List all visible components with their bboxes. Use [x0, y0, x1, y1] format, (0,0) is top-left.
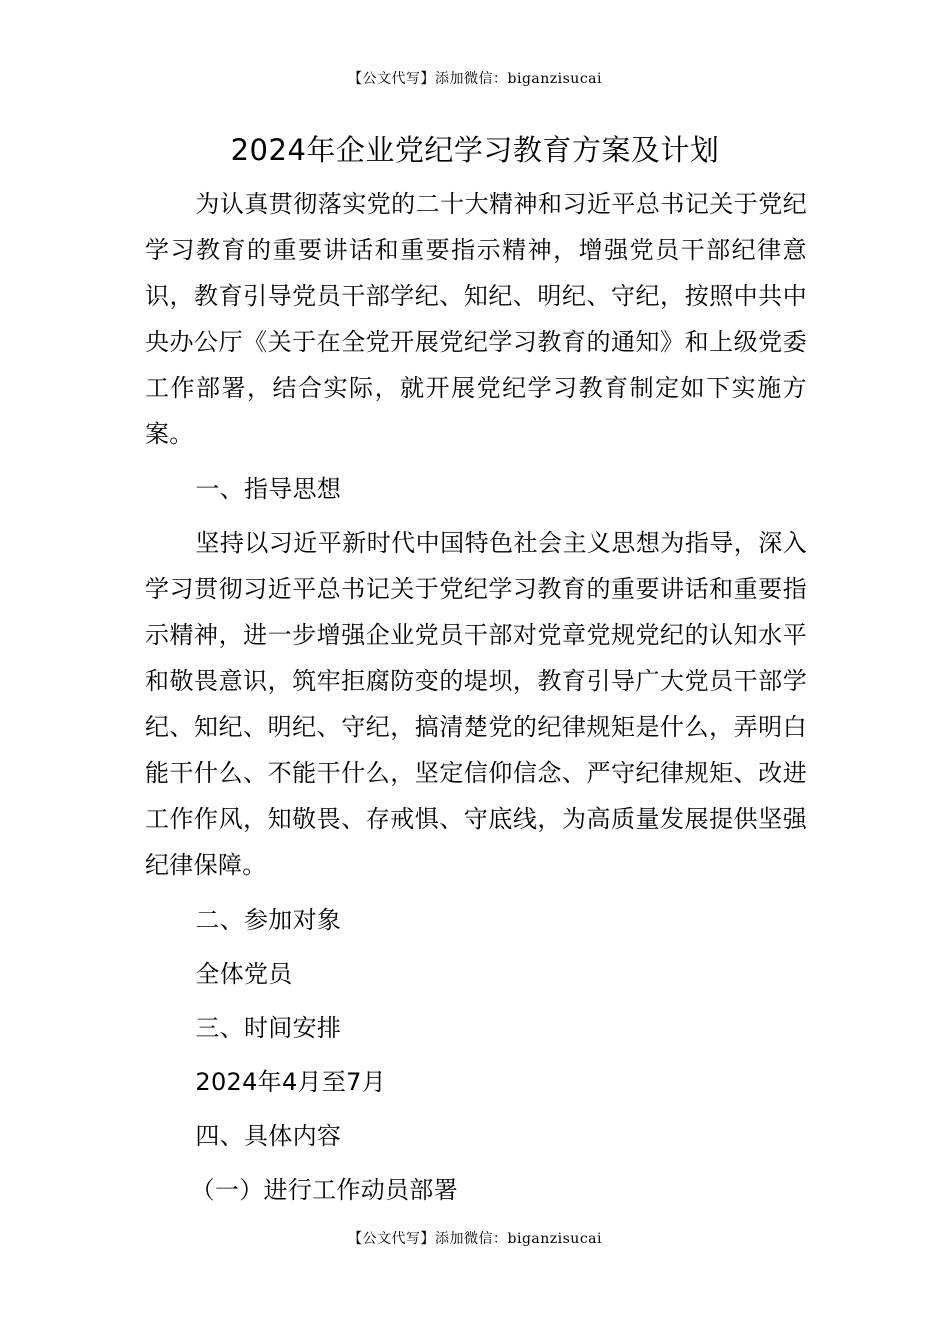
section-heading-guiding-thought: 一、指导思想	[195, 475, 342, 503]
schedule-paragraph: 2024年4月至7月	[195, 1068, 387, 1096]
section-heading-content: 四、具体内容	[195, 1122, 342, 1150]
intro-paragraph: 为认真贯彻落实党的二十大精神和习近平总书记关于党纪学习教育的重要讲话和重要指示精神，增强党员干部纪律意识，教育引导党员干部学纪、知纪、明纪、守纪，按照中共中央办公厅《关于在全党开展党纪学习教育的通知》和上级党委工作部署，结合实际，就开展党纪学习教育制定如下实施方案。	[145, 190, 807, 448]
section-heading-schedule: 三、时间安排	[195, 1014, 342, 1042]
guiding-thought-paragraph: 坚持以习近平新时代中国特色社会主义思想为指导，深入学习贯彻习近平总书记关于党纪学习教育的重要讲话和重要指示精神，进一步增强企业党员干部对党章党规党纪的认知水平和敬畏意识，筑牢拒腐防变的堤坝，教育引导广大党员干部学纪、知纪、明纪、守纪，搞清楚党的纪律规矩是什么，弄明白能干什么、不能干什么，坚定信仰信念、严守纪律规矩、改进工作作风，知敬畏、存戒惧、守底线，为高质量发展提供坚强纪律保障。	[145, 529, 807, 879]
section-heading-participants: 二、参加对象	[195, 906, 342, 934]
footer-watermark: 【公文代写】添加微信：biganzisucai	[348, 1231, 602, 1247]
document-title: 2024年企业党纪学习教育方案及计划	[230, 133, 720, 167]
header-watermark: 【公文代写】添加微信：biganzisucai	[348, 71, 602, 87]
participants-paragraph: 全体党员	[195, 960, 293, 988]
subsection-heading-mobilization: （一）进行工作动员部署	[190, 1176, 458, 1204]
document-body	[145, 181, 807, 1213]
